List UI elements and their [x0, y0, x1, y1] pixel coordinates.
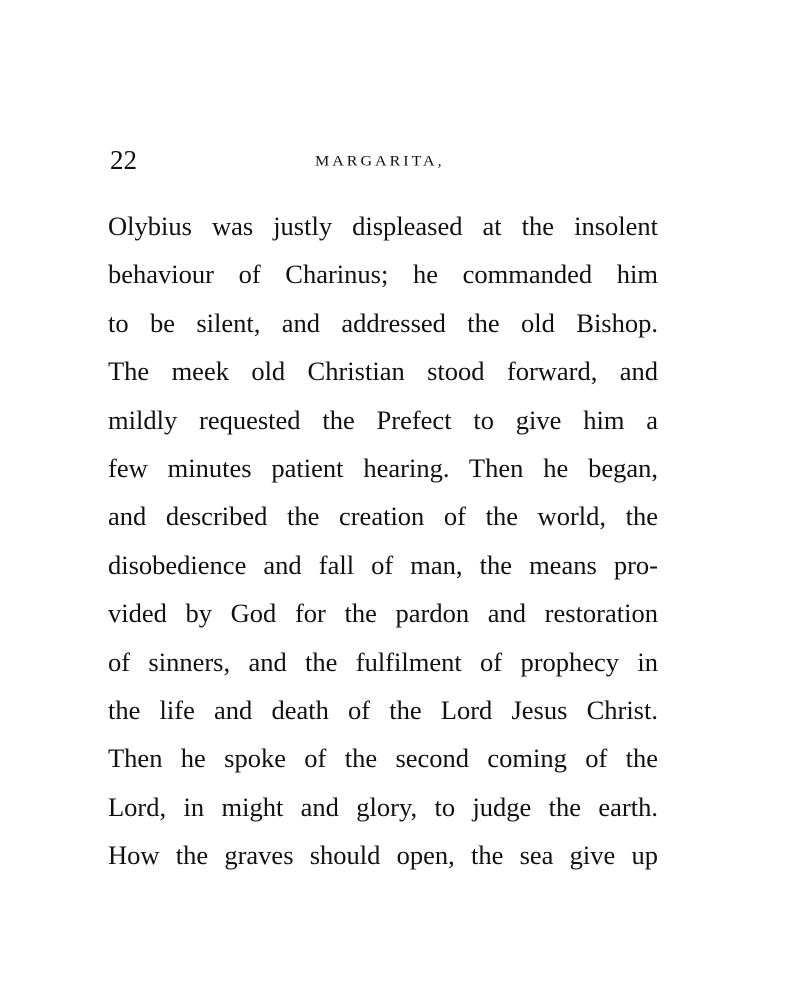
- text-line: few minutes patient hearing. Then he began,: [108, 452, 658, 483]
- text-line: of sinners, and the fulfilment of prophecy in: [108, 646, 658, 677]
- text-line: mildly requested the Prefect to give him a: [108, 404, 658, 435]
- text-line: vided by God for the pardon and restoration: [108, 598, 658, 629]
- text-line: How the graves should open, the sea give up: [108, 840, 658, 871]
- running-title: MARGARITA,: [315, 153, 445, 170]
- text-line: disobedience and fall of man, the means pro-: [108, 549, 658, 580]
- page-number: 22: [110, 145, 137, 175]
- page-header: [110, 140, 658, 180]
- text-line: and described the creation of the world, the: [108, 501, 658, 532]
- text-line: Lord, in might and glory, to judge the earth.: [108, 791, 658, 822]
- text-line: Olybius was justly displeased at the insolent: [108, 211, 658, 241]
- text-line: Then he spoke of the second coming of the: [108, 743, 658, 774]
- text-line: behaviour of Charinus; he commanded him: [108, 259, 658, 290]
- text-line: The meek old Christian stood forward, and: [108, 356, 658, 387]
- body-text: [108, 202, 658, 879]
- text-line: to be silent, and addressed the old Bishop.: [108, 307, 658, 338]
- text-line: the life and death of the Lord Jesus Christ.: [108, 694, 658, 725]
